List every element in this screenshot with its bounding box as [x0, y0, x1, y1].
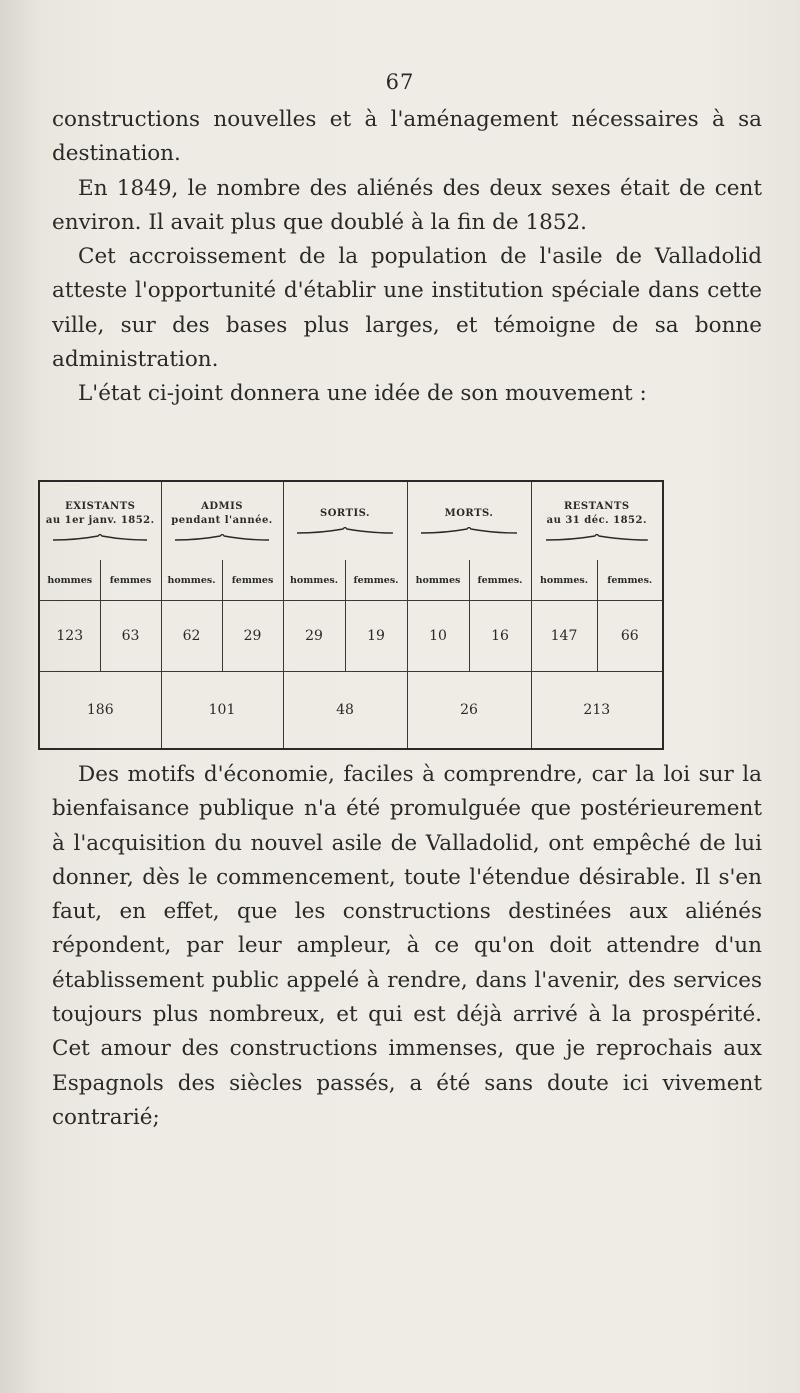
header-admis	[161, 481, 283, 560]
sex-label: hommes.	[531, 560, 597, 601]
header-line: RESTANTS	[563, 501, 630, 512]
header-restants	[531, 481, 663, 560]
paragraph: Cet accroissement de la population de l'asile de Valladolid atteste l'opportunité d'établir une institution spéciale dans cette ville, sur des bases plus larges, et témoigne de sa bonne administration.	[52, 244, 762, 373]
header-line: au 31 déc. 1852.	[546, 515, 647, 526]
sex-label: femmes.	[345, 560, 407, 601]
movement-table	[38, 480, 664, 750]
value-cell: 147	[531, 601, 597, 672]
paragraph: L'état ci-joint donnera une idée de son mouvement :	[78, 381, 647, 407]
paragraph: En 1849, le nombre des aliénés des deux sexes était de cent environ. Il avait plus que doublé à la fin de 1852.	[52, 175, 762, 235]
brace-icon	[421, 527, 517, 535]
text-block-bottom	[52, 758, 762, 1135]
total-cell: 48	[283, 672, 407, 750]
value-cell: 66	[597, 601, 663, 672]
total-cell: 26	[407, 672, 531, 750]
header-line: EXISTANTS	[65, 501, 136, 512]
value-cell: 62	[161, 601, 222, 672]
sex-label: femmes	[222, 560, 283, 601]
header-line: pendant l'année.	[171, 515, 273, 526]
sex-label: femmes	[100, 560, 161, 601]
total-cell: 213	[531, 672, 663, 750]
brace-icon	[53, 534, 147, 542]
header-line: au 1er janv. 1852.	[45, 515, 155, 526]
total-cell: 101	[161, 672, 283, 750]
sex-label: hommes.	[283, 560, 345, 601]
brace-icon	[175, 534, 269, 542]
value-cell: 19	[345, 601, 407, 672]
paragraph: Des motifs d'économie, faciles à comprendre, car la loi sur la bienfaisance publique n'a été promulguée que postérieurement à l'acquisition du nouvel asile de Valladolid, ont empêché de lui donner, dès le commencement, toute l'étendue désirable. Il s'en faut, en effet, que les constructions destinées aux aliénés répondent, par leur ampleur, à ce qu'on doit attendre d'un établissement public appelé à rendre, dans l'avenir, des services toujours plus nombreux, et qui est déjà arrivé à la prospérité. Cet amour des constructions immenses, que je reprochais aux Espagnols des siècles passés, a été sans doute ici vivement contrarié;	[52, 762, 762, 1130]
sex-label: hommes	[47, 574, 93, 586]
brace-icon	[546, 534, 648, 542]
header-sortis	[283, 481, 407, 560]
brace-icon	[297, 527, 393, 535]
value-cell: 29	[222, 601, 283, 672]
total-cell: 186	[39, 672, 161, 750]
header-morts	[407, 481, 531, 560]
page-number: 67	[385, 70, 415, 94]
sex-label: femmes.	[469, 560, 531, 601]
value-cell: 63	[100, 601, 161, 672]
header-existants	[39, 481, 161, 560]
header-line: MORTS.	[444, 508, 494, 519]
text-block-top	[52, 103, 762, 412]
value-cell: 16	[469, 601, 531, 672]
value-cell: 29	[283, 601, 345, 672]
header-line: ADMIS	[201, 501, 243, 512]
paragraph: constructions nouvelles et à l'aménagement nécessaires à sa destination.	[52, 107, 762, 167]
header-line: SORTIS.	[319, 508, 371, 519]
sex-label: hommes	[407, 560, 469, 601]
value-cell: 123	[39, 601, 100, 672]
sex-label: hommes.	[161, 560, 222, 601]
value-cell: 10	[407, 601, 469, 672]
sex-label: femmes.	[597, 560, 663, 601]
